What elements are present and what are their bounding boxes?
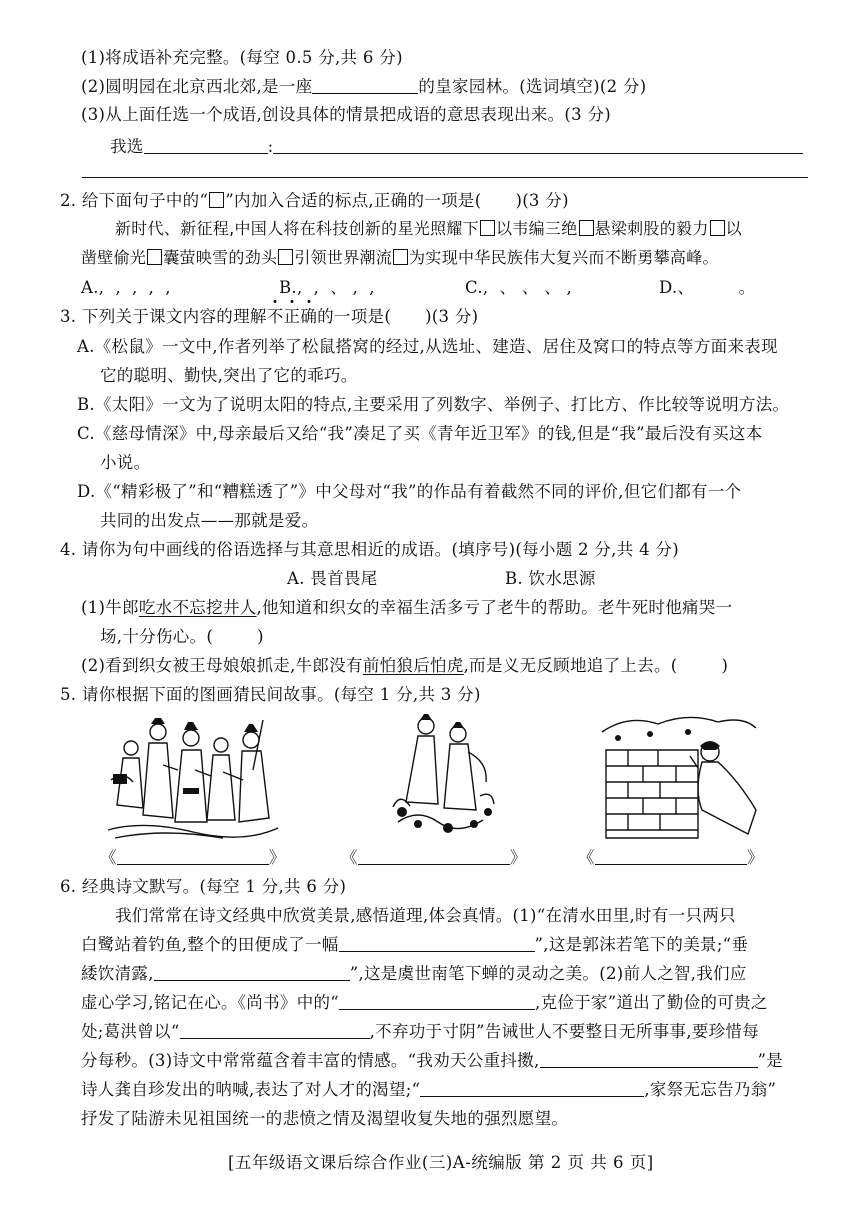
q2-p1-seg: 新时代、新征程,中国人将在科技创新的星光照耀下: [115, 219, 479, 238]
q2-passage-line2: [81, 247, 719, 269]
q3-stem-c: )(3 分): [425, 307, 479, 326]
q3-option-c-line2: 小说。: [100, 453, 151, 472]
q1-sub2-text-b: 的皇家园林。(选词填空)(2 分): [418, 77, 647, 96]
q4-s2-b: ,而是义无反顾地追了上去。(: [463, 656, 678, 675]
q5-answer-3: [578, 847, 764, 869]
q2-option-c[interactable]: [465, 277, 572, 299]
q6-line5: [81, 1021, 759, 1043]
q3-option-b: B.《太阳》一文为了说明太阳的特点,主要采用了列数字、举例子、打比方、作比较等说明方法。: [77, 395, 790, 414]
q4-s1-d: ): [257, 627, 264, 646]
q5-answer-2: [341, 847, 527, 869]
q6-stem: 6. 经典诗文默写。(每空 1 分,共 6 分): [60, 877, 347, 896]
q1-choose-blank[interactable]: [144, 137, 268, 154]
q6-line6: [81, 1050, 783, 1072]
underlined-proverb: 吃水不忘挖井人: [138, 598, 257, 617]
q5-stem: 5. 请你根据下面的图画猜民间故事。(每空 1 分,共 3 分): [60, 685, 481, 704]
q4-stem: 4. 请你为句中画线的俗语选择与其意思相近的成语。(填序号)(每小题 2 分,共 4 分): [60, 540, 679, 559]
q6-blank-1[interactable]: [339, 935, 535, 952]
book-mark-close: 》: [268, 848, 286, 867]
q1-colon: :: [267, 137, 274, 156]
square-box-icon: [209, 192, 224, 208]
q2-p1-seg: 以: [725, 219, 742, 238]
q6-text: 白鹭站着钓鱼,整个的田便成了一幅: [81, 935, 339, 954]
option-marks: 、 。: [677, 278, 756, 297]
q5-blank-2[interactable]: [358, 848, 510, 865]
q2-stem-b: ”内加入合适的标点,正确的一项是(: [225, 191, 482, 210]
q3-option-c-line1: C.《慈母情深》中,母亲最后又给“我”凑足了买《青年近卫军》的钱,但是“我”最后没有买这本: [77, 424, 763, 443]
q4-s2-c: ): [721, 656, 729, 675]
q2-option-a[interactable]: [81, 277, 171, 299]
q4-s1-c: 场,十分伤心。(: [100, 627, 214, 646]
underlined-proverb: 前怕狼后怕虎: [362, 656, 464, 675]
illustration-two-figures-icon: [388, 712, 498, 838]
q1-sub2-text-a: (2)圆明园在北京西北郊,是一座: [81, 77, 313, 96]
illustration-group-figures-icon: [103, 710, 283, 842]
q2-option-b[interactable]: [279, 277, 375, 299]
q4-option-a: A. 畏首畏尾: [287, 569, 378, 588]
q3-option-a-line1: A.《松鼠》一文中,作者列举了松鼠搭窝的经过,从选址、建造、居住及窝口的特点等方面来表现: [77, 337, 778, 356]
q6-blank-3[interactable]: [339, 993, 535, 1010]
q2-option-d[interactable]: [659, 277, 755, 299]
page-footer: [五年级语文课后综合作业(三)A-统编版 第 2 页 共 6 页]: [228, 1153, 654, 1172]
book-mark-open: 《: [100, 848, 117, 867]
q4-s2-a: (2)看到织女被王母娘娘抓走,牛郎没有: [81, 656, 363, 675]
q4-option-b: B. 饮水思源: [505, 569, 596, 588]
option-label: C.: [465, 278, 483, 297]
q6-text: 分每秒。(3)诗文中常常蕴含着丰富的情感。“我劝天公重抖擞,: [81, 1051, 540, 1070]
q4-s1-b: ,他知道和织女的幸福生活多亏了老牛的帮助。老牛死时他痛哭一: [256, 598, 733, 617]
q6-line3: [81, 963, 747, 985]
q2-stem-c: )(3 分): [515, 191, 569, 210]
q2-stem-a: 2. 给下面句子中的“: [60, 191, 209, 210]
book-mark-close: 》: [746, 848, 764, 867]
emphasis-char: 不: [266, 307, 284, 326]
q2-p2-seg: 引领世界潮流: [294, 248, 393, 267]
book-mark-open: 《: [578, 848, 595, 867]
punct-box-1[interactable]: [480, 220, 495, 236]
q5-answer-1: [100, 847, 286, 869]
q4-sub2: [81, 655, 728, 677]
q2-passage-line1: [115, 218, 742, 240]
q3-option-d-line2: 共同的出发点——那就是爱。: [100, 511, 319, 530]
emphasis-char: 正: [283, 307, 301, 326]
q6-text: ”,这是郭沫若笔下的美景;“垂: [534, 935, 749, 954]
q3-option-a-line2: 它的聪明、勤快,突出了它的乖巧。: [100, 366, 358, 385]
q3-stem-a: 3. 下列关于课文内容的理解: [60, 307, 267, 326]
punct-box-6[interactable]: [393, 249, 408, 265]
q2-p1-seg: 悬梁刺股的毅力: [594, 219, 709, 238]
q6-line2: [81, 934, 748, 956]
q6-line4: [81, 992, 768, 1014]
q6-text: 处;葛洪曾以“: [81, 1022, 180, 1041]
q1-sub3: (3)从上面任选一个成语,创设具体的情景把成语的意思表现出来。(3 分): [81, 105, 612, 124]
punct-box-5[interactable]: [278, 249, 293, 265]
q6-text: ”是: [757, 1051, 784, 1070]
q2-stem: [60, 190, 569, 212]
option-label: B.: [279, 278, 297, 297]
option-marks: , 、 、 、 ,: [482, 278, 573, 297]
book-mark-close: 》: [509, 848, 527, 867]
punct-box-3[interactable]: [710, 220, 725, 236]
option-label: D.: [659, 278, 678, 297]
q3-option-d-line1: D.《“精彩极了”和“糟糕透了”》中父母对“我”的作品有着截然不同的评价,但它们都有一个: [77, 482, 742, 501]
q6-blank-4[interactable]: [180, 1022, 370, 1039]
option-marks: , , , , ,: [98, 278, 171, 297]
q6-text: ,家祭无忘告乃翁”: [644, 1080, 777, 1099]
q2-p1-seg: 以韦编三绝: [496, 219, 578, 238]
q6-text: ,克俭于家”道出了勤俭的可贵之: [535, 993, 768, 1012]
q3-stem: [60, 306, 478, 328]
q4-sub1-line1: [81, 597, 732, 619]
q5-blank-3[interactable]: [595, 848, 747, 865]
q1-sub1: (1)将成语补充完整。(每空 0.5 分,共 6 分): [81, 48, 403, 67]
q1-answer-blank-2[interactable]: [82, 177, 808, 178]
option-label: A.: [81, 278, 99, 297]
q4-sub1-line2: [100, 626, 264, 648]
q6-text: 緌饮清露,: [81, 964, 154, 983]
punct-box-2[interactable]: [579, 220, 594, 236]
q2-p2-seg: 凿壁偷光: [81, 248, 147, 267]
q6-blank-6[interactable]: [420, 1080, 644, 1097]
q6-blank-2[interactable]: [154, 964, 350, 981]
q6-text: ,不弃功于寸阴”告诫世人不要整日无所事事,要珍惜每: [369, 1022, 760, 1041]
q4-s1-a: (1)牛郎: [81, 598, 139, 617]
q6-text: ”,这是虞世南笔下蝉的灵动之美。(2)前人之智,我们应: [349, 964, 747, 983]
q6-text: 诗人龚自珍发出的呐喊,表达了对人才的渴望;“: [81, 1080, 421, 1099]
emphasis-char: 确: [300, 307, 318, 326]
q1-answer-blank-1[interactable]: [273, 137, 803, 154]
book-mark-open: 《: [341, 848, 358, 867]
q1-choose-line: [110, 136, 803, 158]
q1-blank[interactable]: [312, 77, 418, 94]
q6-line1: 我们常常在诗文经典中欣赏美景,感悟道理,体会真情。(1)“在清水田里,时有一只两只: [115, 906, 736, 925]
q6-text: 虚心学习,铭记在心。《尚书》中的“: [81, 993, 340, 1012]
q1-sub2: [81, 76, 647, 98]
q5-blank-1[interactable]: [117, 848, 269, 865]
option-marks: , , 、 , ,: [296, 278, 375, 297]
q3-stem-b: 的一项是(: [317, 307, 392, 326]
illustration-figure-at-wall-icon: [598, 710, 758, 842]
q6-blank-5[interactable]: [540, 1051, 758, 1068]
q1-choose-label: 我选: [110, 137, 144, 156]
q6-line7: [81, 1079, 776, 1101]
q2-p2-seg: 囊萤映雪的劲头: [163, 248, 278, 267]
q2-p2-seg: 为实现中华民族伟大复兴而不断勇攀高峰。: [409, 248, 719, 267]
punct-box-4[interactable]: [147, 249, 162, 265]
q6-line8: 抒发了陆游未见祖国统一的悲愤之情及渴望收复失地的强烈愿望。: [81, 1109, 569, 1128]
